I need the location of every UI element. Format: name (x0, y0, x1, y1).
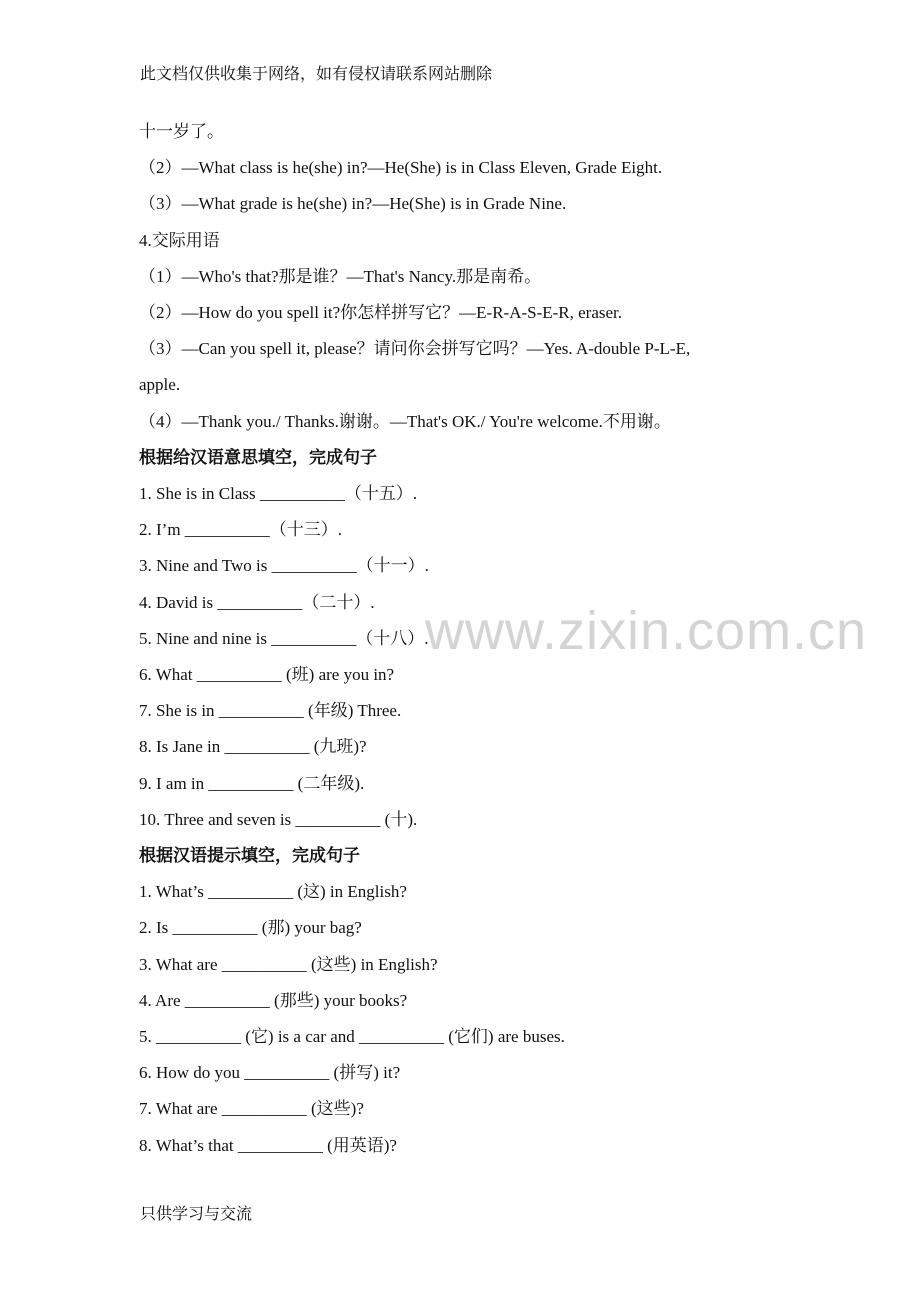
exercise-1-item: 10. Three and seven is __________ (十). (139, 809, 418, 829)
dialogue-item-continuation: apple. (139, 375, 181, 395)
exercise-2-item: 3. What are __________ (这些) in English? (139, 954, 438, 974)
exercise-1-item: 9. I am in __________ (二年级). (139, 773, 365, 793)
exercise-1-item: 4. David is __________（二十）. (139, 592, 375, 612)
exercise-2-item: 4. Are __________ (那些) your books? (139, 990, 408, 1010)
exercise-2-title: 根据汉语提示填空，完成句子 (139, 846, 360, 866)
exercise-2-item: 2. Is __________ (那) your bag? (139, 918, 362, 938)
document-body (139, 114, 779, 1164)
exercise-2-item: 6. How do you __________ (拼写) it? (139, 1063, 401, 1083)
intro-line: （2）—What class is he(she) in?—He(She) is in Class Eleven, Grade Eight. (139, 158, 663, 178)
exercise-1-item: 1. She is in Class __________（十五）. (139, 484, 418, 504)
exercise-1-item: 7. She is in __________ (年级) Three. (139, 701, 402, 721)
exercise-1-title: 根据给汉语意思填空，完成句子 (139, 447, 377, 467)
footer-note: 只供学习与交流 (140, 1206, 253, 1223)
exercise-1-item: 3. Nine and Two is __________（十一）. (139, 556, 429, 576)
dialogue-item: （4）—Thank you./ Thanks.谢谢。—That's OK./ You're welcome.不用谢。 (139, 411, 671, 431)
exercise-1-item: 2. I’m __________（十三）. (139, 520, 343, 540)
exercise-2-item: 1. What’s __________ (这) in English? (139, 882, 407, 902)
dialogue-item: （2）—How do you spell it?你怎样拼写它？—E-R-A-S-E-R, eraser. (139, 303, 623, 323)
exercise-2-item: 7. What are __________ (这些)? (139, 1099, 364, 1119)
exercise-2-item: 8. What’s that __________ (用英语)? (139, 1135, 397, 1155)
exercise-1-item: 6. What __________ (班) are you in? (139, 665, 395, 685)
dialogue-item: （1）—Who's that?那是谁？—That's Nancy.那是南希。 (139, 266, 542, 286)
section-4-title: 4.交际用语 (139, 230, 220, 250)
watermark: www.zixin.com.cn (425, 601, 868, 661)
header-note: 此文档仅供收集于网络，如有侵权请联系网站删除 (140, 66, 493, 83)
intro-line: （3）—What grade is he(she) in?—He(She) is in Grade Nine. (139, 194, 567, 214)
exercise-1-item: 5. Nine and nine is __________（十八）. (139, 628, 429, 648)
exercise-2-item: 5. __________ (它) is a car and __________ (它们) are buses. (139, 1027, 565, 1047)
exercise-1-item: 8. Is Jane in __________ (九班)? (139, 737, 367, 757)
dialogue-item: （3）—Can you spell it, please？请问你会拼写它吗？—Yes. A-double P-L-E, (139, 339, 691, 359)
intro-line: 十一岁了。 (139, 122, 224, 141)
